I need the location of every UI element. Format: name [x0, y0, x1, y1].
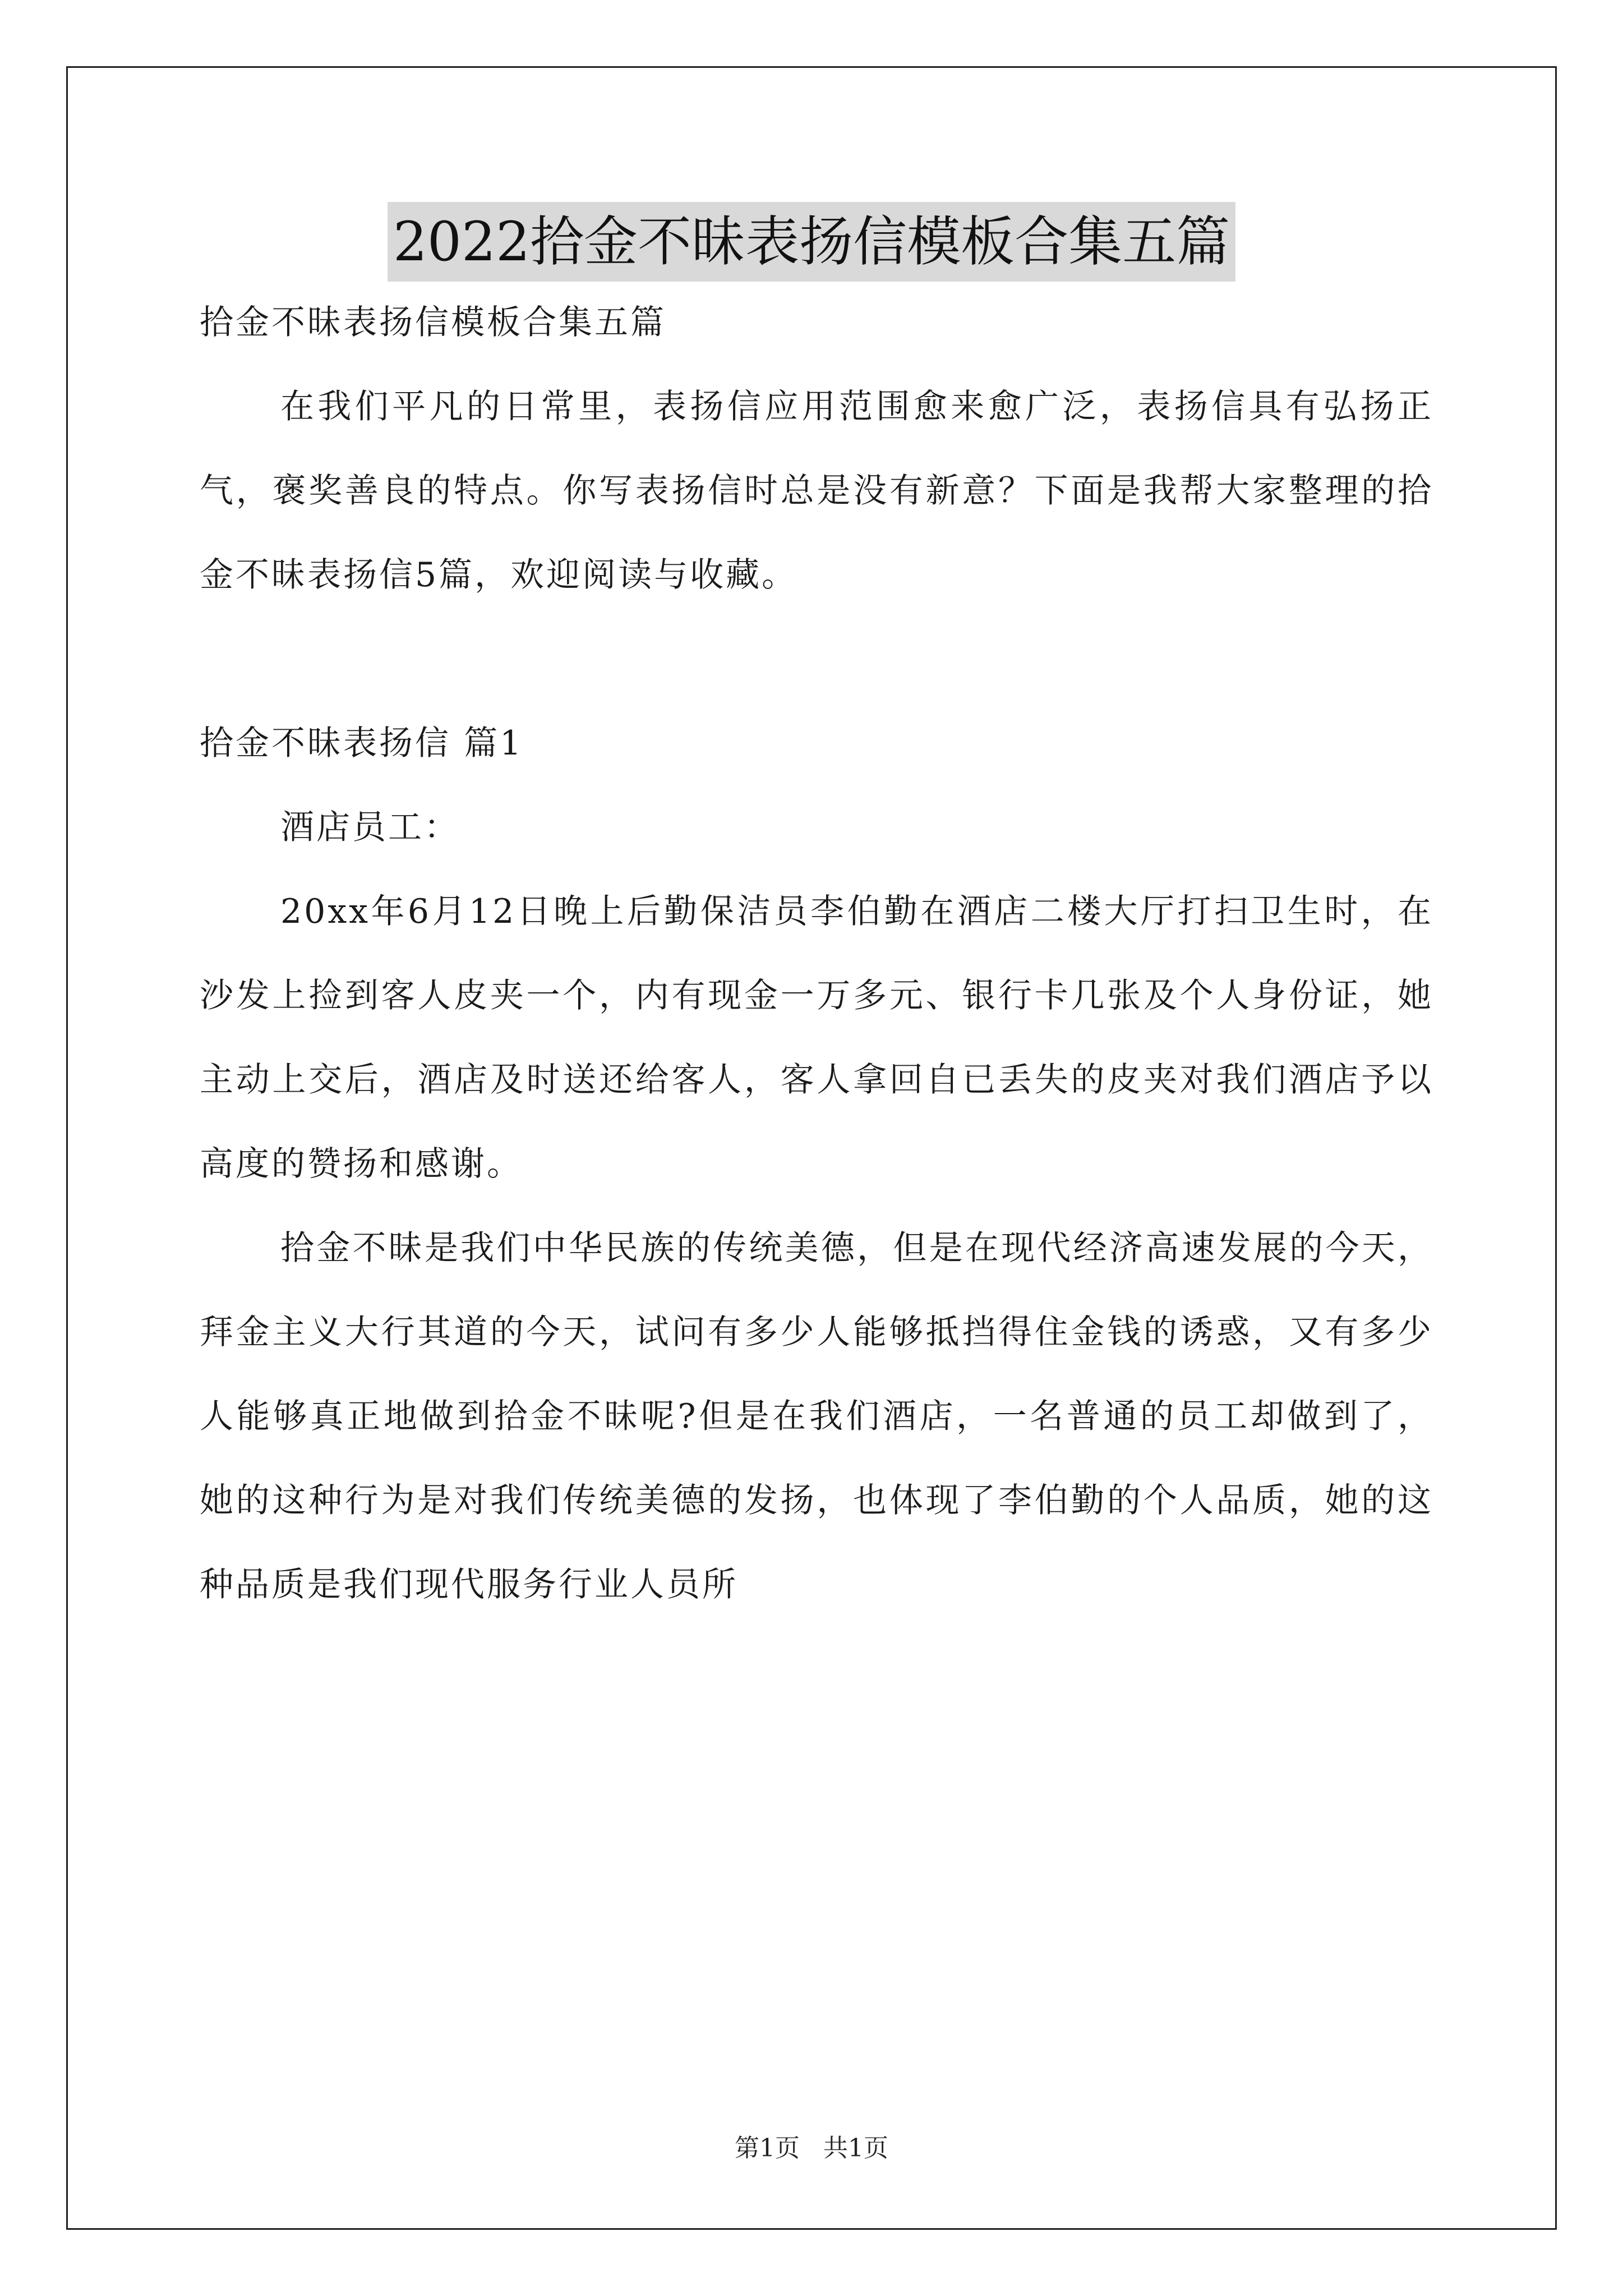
page-footer: 第1页 共1页: [735, 2134, 888, 2162]
section-heading: 拾金不昧表扬信 篇1: [200, 724, 524, 763]
intro-paragraph: 在我们平凡的日常里，表扬信应用范围愈来愈广泛，表扬信具有弘扬正气，褒奖善良的特点。你写表扬信时总是没有新意？下面是我帮大家整理的拾金不昧表扬信5篇，欢迎阅读与收藏。: [200, 387, 1433, 595]
body-paragraph-1: 20xx年6月12日晚上后勤保洁员李伯勤在酒店二楼大厅打扫卫生时，在沙发上捡到客人皮夹一个，内有现金一万多元、银行卡几张及个人身份证，她主动上交后，酒店及时送还给客人，客人拿回自已丢失的皮夹对我们酒店予以高度的赞扬和感谢。: [200, 892, 1433, 1184]
document-body: [200, 280, 1433, 1627]
section-spacer: [200, 617, 1433, 701]
letter-salutation: 酒店员工：: [280, 808, 460, 847]
title-container: [0, 202, 1623, 282]
body-paragraph-2: 拾金不昧是我们中华民族的传统美德，但是在现代经济高速发展的今天，拜金主义大行其道的今天，试问有多少人能够抵挡得住金钱的诱惑，又有多少人能够真正地做到拾金不昧呢?但是在我们酒店，一名普通的员工却做到了，她的这种行为是对我们传统美德的发扬，也体现了李伯勤的个人品质，她的这种品质是我们现代服务行业人员所: [200, 1228, 1433, 1604]
document-subtitle: 拾金不昧表扬信模板合集五篇: [200, 303, 666, 342]
document-title: 2022拾金不昧表扬信模板合集五篇: [388, 202, 1235, 282]
